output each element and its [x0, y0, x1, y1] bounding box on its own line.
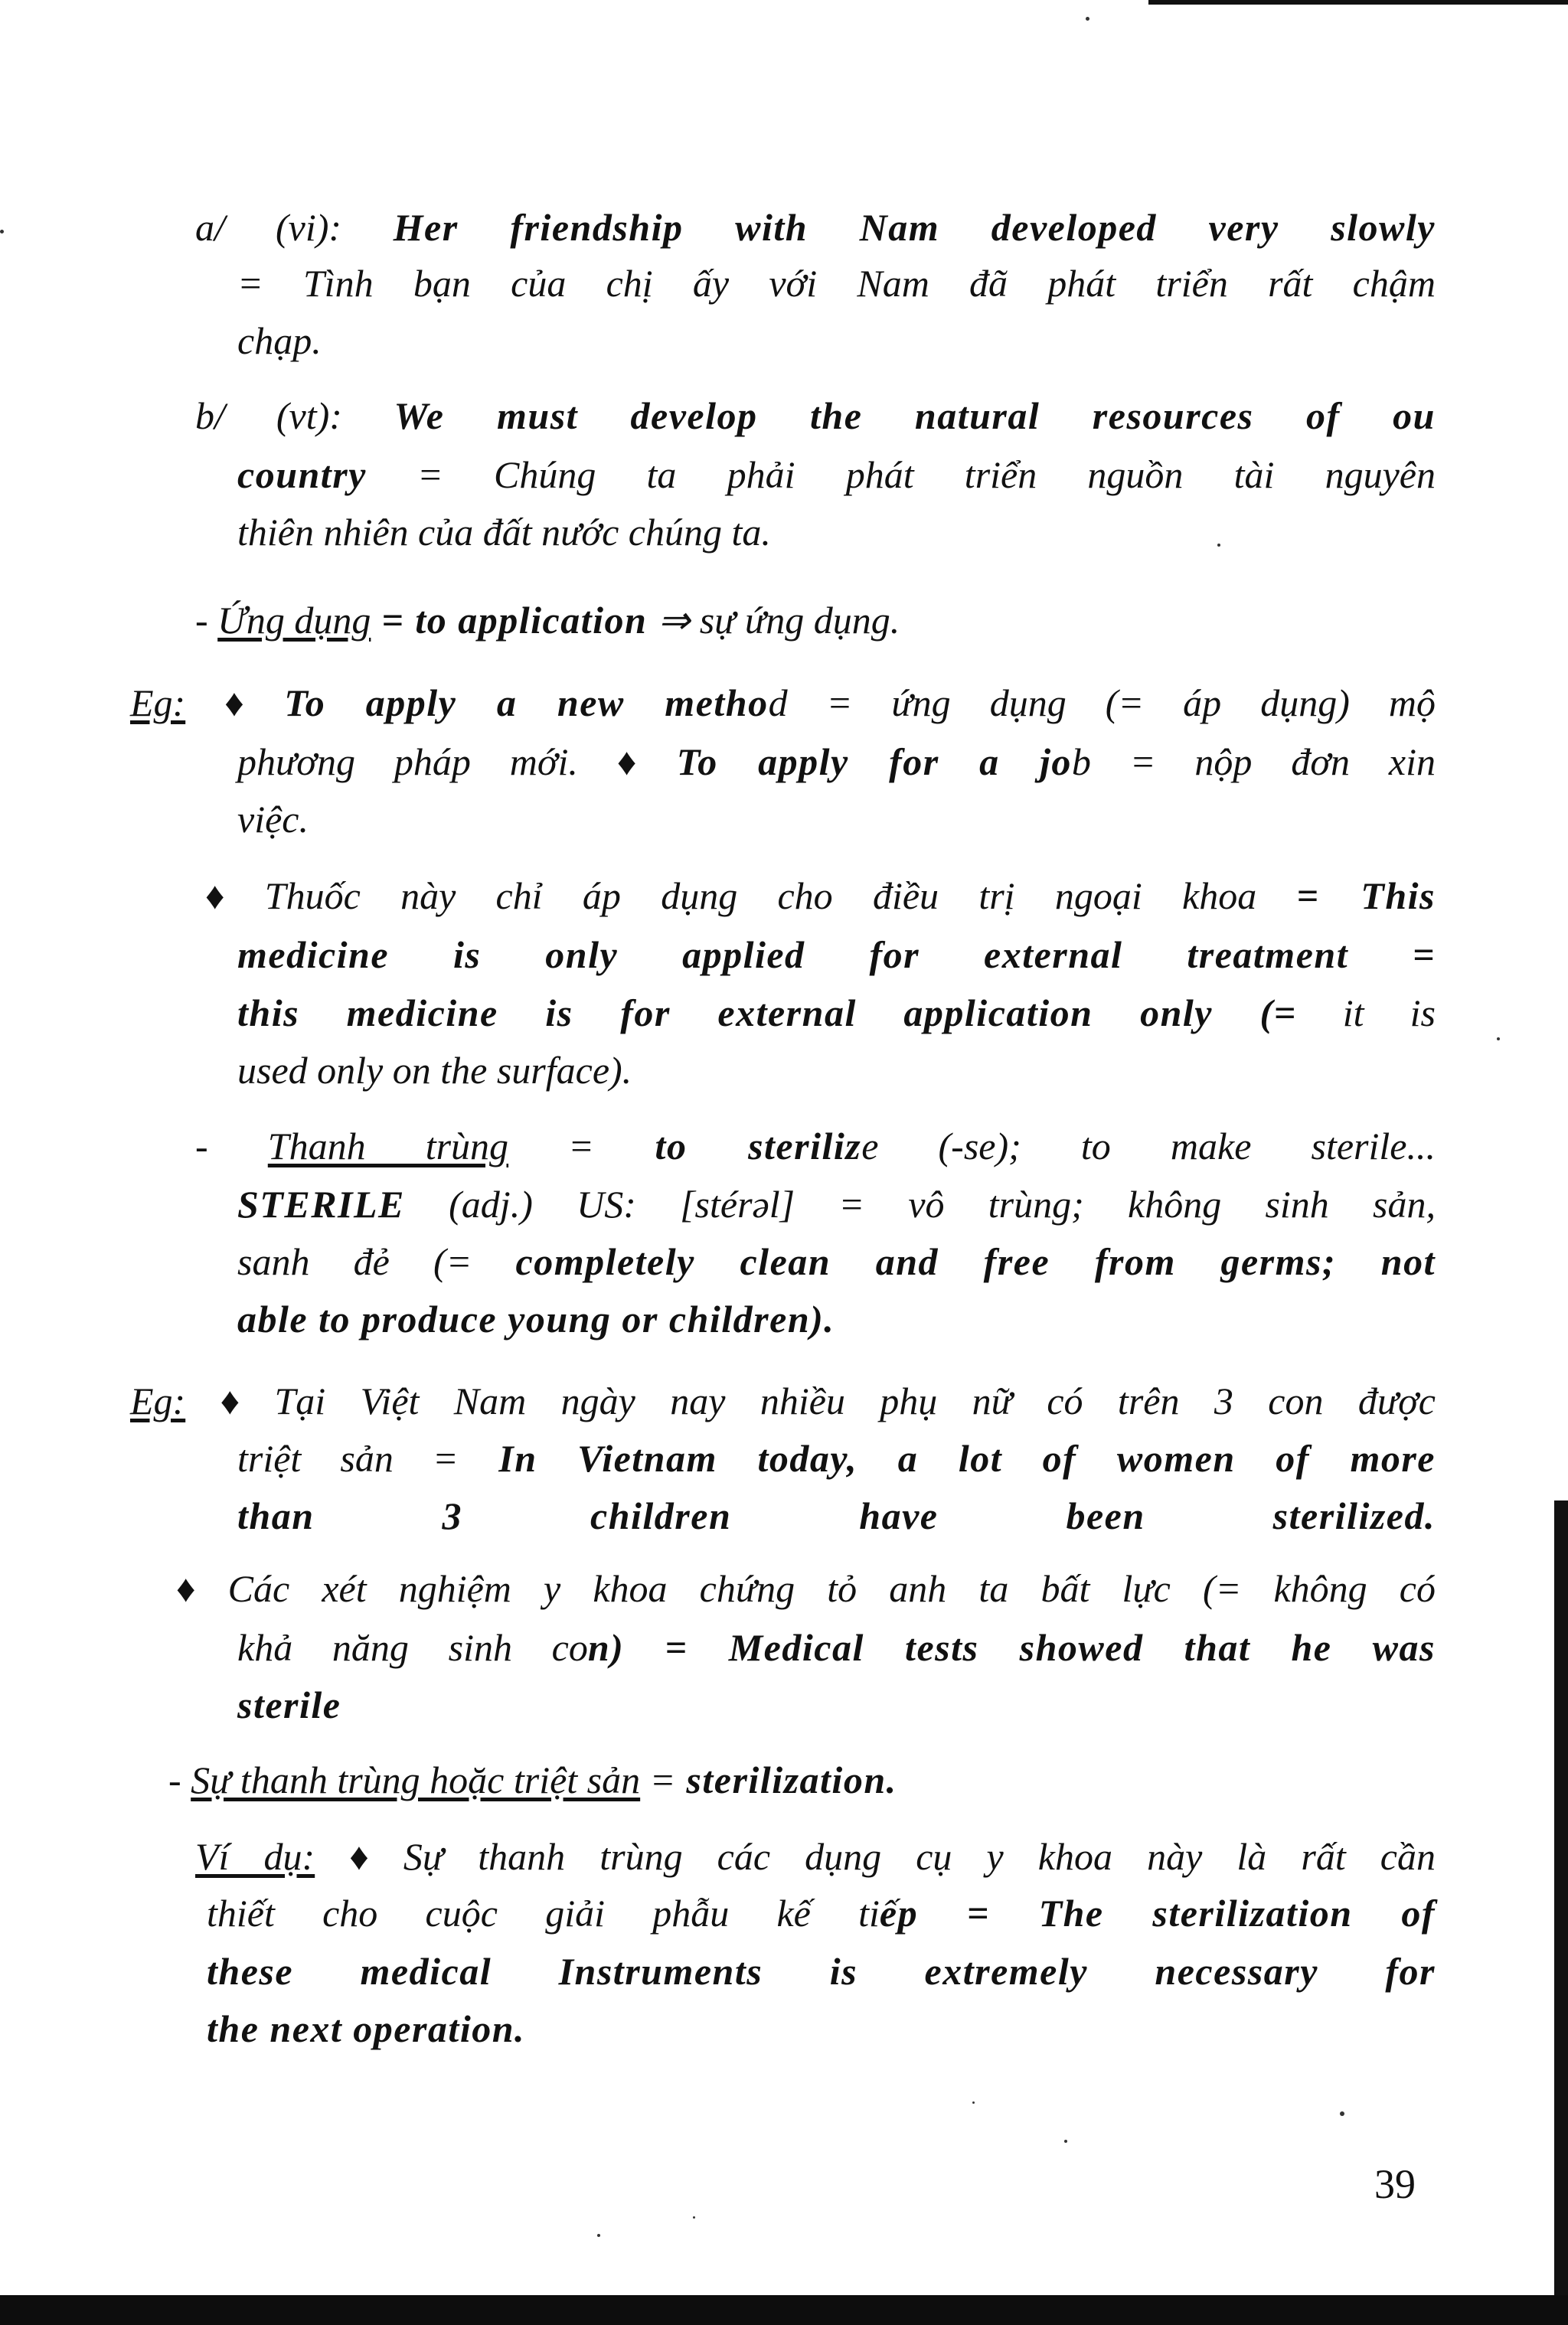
text-line [205, 874, 1436, 917]
text-run: a/ (vi): [195, 206, 342, 249]
text-run: chạp. [237, 319, 322, 362]
text-run: = [640, 1758, 676, 1801]
underlined-term: Eg: [130, 1380, 186, 1422]
underlined-term: Ví dụ: [195, 1835, 315, 1878]
text-line [237, 1240, 1436, 1283]
underlined-term: Eg: [130, 681, 186, 724]
text-run: ♦ Sự thanh trùng các dụng cụ y khoa này là rất cần [315, 1835, 1436, 1878]
bold-phrase: = This [1296, 874, 1436, 917]
text-line [237, 453, 1436, 496]
scan-top-rule [1148, 0, 1568, 5]
text-line [195, 1127, 1436, 1165]
text-run: ♦ Tại Việt Nam ngày nay nhiều phụ nữ có trên 3 con được [185, 1380, 1436, 1422]
text-line [237, 991, 1436, 1034]
text-run: ♦ [185, 681, 244, 724]
text-run: d = ứng dụng (= áp dụng) mộ [768, 681, 1436, 724]
text-run: ♦ Thuốc này chỉ áp dụng cho điều trị ngoại khoa [205, 874, 1297, 917]
scan-speck [1340, 2111, 1344, 2116]
underlined-term: Sự thanh trùng hoặc triệt sản [191, 1758, 641, 1801]
text-run: triệt sản = [237, 1437, 459, 1480]
text-line [195, 599, 900, 642]
text-line [195, 1837, 1436, 1876]
scan-speck [597, 2234, 600, 2237]
bold-phrase: than 3 children have been sterilized. [237, 1494, 1436, 1537]
bold-phrase: STERILE [237, 1183, 405, 1226]
scan-right-edge [1554, 1500, 1568, 2325]
bold-phrase: the next operation. [207, 2007, 526, 2050]
text-run: thiên nhiên của đất nước chúng ta. [237, 511, 771, 553]
text-run: = Tình bạn của chị ấy với Nam đã phát triển rất chậm [237, 262, 1436, 305]
text-line [195, 394, 1436, 437]
scan-speck [0, 230, 4, 233]
bold-phrase: ếp = The sterilization of [879, 1892, 1436, 1935]
scan-speck [1086, 17, 1089, 21]
text-run: b/ (vt): [195, 394, 342, 437]
text-line [237, 1183, 1436, 1226]
scan-speck [972, 2101, 975, 2104]
text-line [237, 513, 771, 551]
bold-phrase: n) = Medical tests showed that he was [587, 1626, 1436, 1669]
text-run: (adj.) US: [stérəl] = vô trùng; không sinh sản, [404, 1183, 1436, 1226]
text-line [237, 933, 1436, 976]
text-line [237, 740, 1436, 783]
text-line [130, 1382, 1436, 1420]
text-run: ⇒ sự ứng dụng. [658, 599, 900, 642]
bold-phrase: completely clean and free from germs; not [515, 1240, 1436, 1283]
text-line [237, 1683, 341, 1726]
text-run: = Chúng ta phải phát triển nguồn tài nguyên [366, 453, 1436, 496]
text-line [237, 1300, 835, 1338]
text-line [237, 262, 1436, 305]
text-line [207, 2007, 526, 2050]
bold-phrase: sterile [237, 1683, 341, 1726]
text-run: sanh đẻ (= [237, 1240, 516, 1283]
scan-bottom-band [0, 2295, 1568, 2325]
text-run: - [168, 1758, 191, 1801]
text-line [237, 319, 322, 362]
text-line [237, 1628, 1436, 1667]
text-run: = [508, 1125, 594, 1167]
bold-phrase: country [237, 453, 367, 496]
bold-phrase: = to application [371, 599, 658, 642]
underlined-term: Ứng dụng [217, 599, 371, 642]
text-run: b = nộp đơn xin [1071, 740, 1436, 783]
text-run: khả năng sinh co [237, 1626, 588, 1669]
bold-phrase: To apply for a jo [636, 740, 1072, 783]
bold-phrase: In Vietnam today, a lot of women of more [458, 1437, 1436, 1480]
text-run: phương pháp mới. ♦ [237, 740, 637, 783]
text-line [195, 208, 1436, 247]
scan-speck [1497, 1037, 1500, 1040]
underlined-term: Thanh trùng [267, 1125, 509, 1167]
scan-speck [1217, 544, 1220, 547]
text-line [130, 681, 1436, 724]
bold-phrase: We must develop the natural resources of ou [341, 394, 1436, 437]
text-line [237, 1049, 632, 1092]
text-line [168, 1758, 897, 1801]
scan-speck [693, 2216, 695, 2219]
text-run: it is [1296, 991, 1436, 1034]
page-number: 39 [1374, 2161, 1416, 2207]
bold-phrase: To apply a new metho [243, 681, 769, 724]
bold-phrase: Her friendship with Nam developed very slowly [341, 206, 1436, 249]
bold-phrase: these medical Instruments is extremely necessary for [207, 1950, 1436, 1993]
bold-phrase: this medicine is for external application only (= [237, 991, 1297, 1034]
text-run: - [195, 599, 218, 642]
scan-speck [1064, 2140, 1067, 2143]
text-run: ♦ Các xét nghiệm y khoa chứng tỏ anh ta bất lực (= không có [176, 1567, 1436, 1610]
text-run: e (-se); to make sterile... [861, 1125, 1436, 1167]
text-line [176, 1569, 1436, 1608]
text-line [237, 798, 309, 841]
bold-phrase: to steriliz [593, 1125, 862, 1167]
text-line [237, 1494, 1436, 1537]
text-line [207, 1950, 1436, 1993]
text-run: thiết cho cuộc giải phẫu kế ti [207, 1892, 880, 1935]
bold-phrase: medicine is only applied for external treatment = [237, 933, 1436, 976]
bold-phrase: able to produce young or children). [237, 1298, 835, 1340]
text-line [237, 1439, 1436, 1478]
text-run: used only on the surface). [237, 1049, 632, 1092]
text-run: - [195, 1125, 268, 1167]
text-run: việc. [237, 798, 309, 841]
bold-phrase: sterilization. [675, 1758, 897, 1801]
text-line [207, 1892, 1436, 1935]
